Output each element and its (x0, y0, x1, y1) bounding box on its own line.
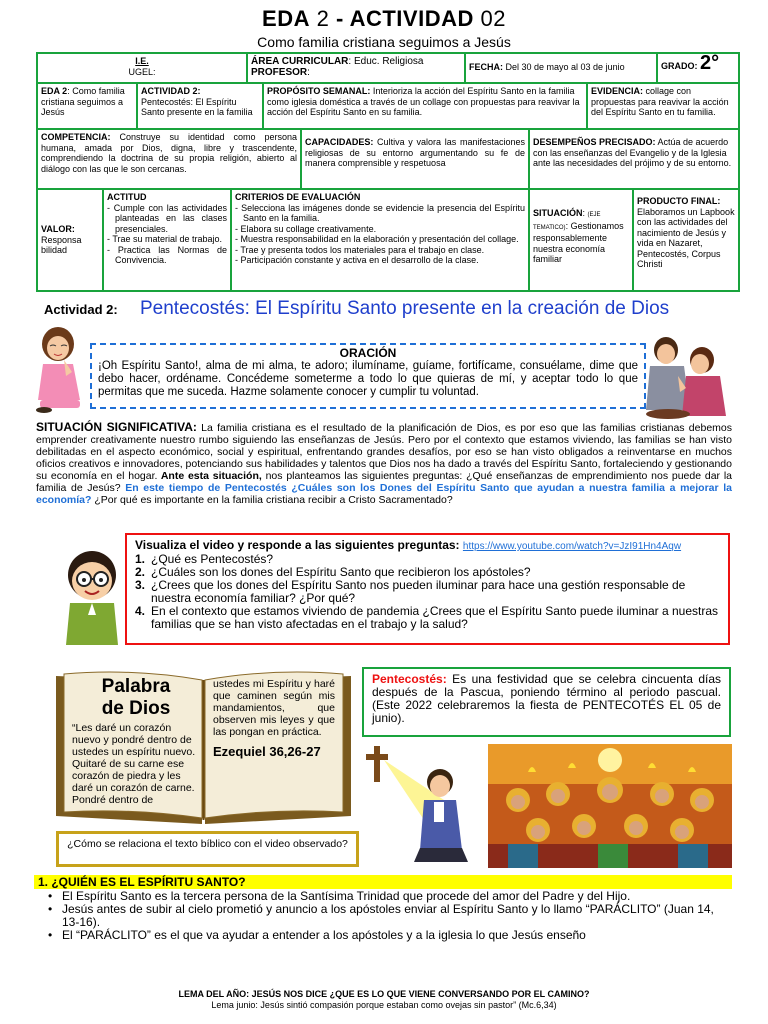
area-cell (246, 52, 466, 84)
producto-value: Elaboramos un Lapbook con las actividades del nacimiento de Jesús y vida en Nazaret, Pentecostés, Corpus Christi (637, 206, 735, 269)
bullet-item: • Jesús antes de subir al cielo prometió y anuncio a los apóstoles enviar al Espíritu Santo y lo llamo “PARÁCLITO” (Juan 14, 13-16). (48, 902, 714, 929)
video-question (135, 605, 720, 631)
fecha-cell (464, 52, 658, 84)
situacion-text-2: Ante esta situación, (157, 470, 262, 482)
title-eda-num: 2 (309, 6, 336, 31)
area-value: : Educ. Religiosa (348, 56, 424, 67)
boy-with-glasses-icon (58, 545, 130, 647)
desempenos-value: Actúa de acuerdo con las enseñanzas del Evangelio y de la Iglesia ante las necesidades del prójimo y de su entorno. (533, 137, 732, 168)
proposito-cell (262, 82, 588, 130)
title-actividad-num: 02 (473, 6, 506, 31)
situacion-label: SITUACIÓN (533, 208, 583, 218)
fecha-value: Del 30 de mayo al 03 de junio (503, 62, 625, 72)
actitud-label: ACTITUD (107, 192, 147, 202)
video-question (135, 579, 720, 605)
ie-cell (36, 52, 248, 84)
eda-cell (36, 82, 138, 130)
question-text: ¿Crees que los dones del Espíritu Santo nos pueden iluminar para hace una gestión responsable de nuestra economía familiar? ¿Por qué? (151, 578, 686, 605)
valor-value: Responsa bilidad (41, 234, 82, 255)
area-label: ÁREA CURRICULAR (251, 56, 349, 67)
actitud-item: - Practica las Normas de Convivencia. (107, 244, 227, 265)
evidencia-cell (586, 82, 740, 130)
pentecost-box (362, 667, 731, 737)
question-text: ¿Qué es Pentecostés? (151, 552, 274, 566)
valor-cell (36, 188, 104, 292)
bullet-text: El “PARÁCLITO” es el que va ayudar a entender a los apóstoles y a la iglesia lo que Jesús enseño (62, 928, 586, 942)
valor-label: VALOR: (41, 224, 75, 234)
competencia-cell (36, 128, 302, 190)
criterio-item: - Muestra responsabilidad en la elaboración y presentación del collage. (235, 234, 519, 244)
pentecost-text: Es una festividad que se celebra cincuenta días después de la Pascua, poniendo término al periodo pascual. (Este 2022 celebraremos la fiesta de PENTECOTÉS EL 05 de junio). (372, 672, 721, 725)
praying-girl-icon (28, 322, 98, 414)
criterio-item: - Trae y presenta todos los materiales para el trabajo en clase. (235, 244, 485, 255)
section-1-bullets (48, 890, 732, 942)
bible-text-left: “Les daré un corazón nuevo y pondré dentro de ustedes un espíritu nuevo. Quitaré de su carne ese corazón de piedra y les daré un corazón de carne. Pondré dentro de (72, 722, 196, 806)
capacidades-cell (300, 128, 530, 190)
question-number: 3. (135, 578, 146, 592)
video-questions-list (135, 553, 720, 631)
actitud-list (107, 203, 227, 266)
desempenos-label: DESEMPEÑOS PRECISADO: (533, 137, 656, 147)
question-number: 1. (135, 552, 146, 566)
footer-june-motto: Lema junio: Jesús sintió compasión porque estaban como ovejas sin pastor” (Mc.6,34) (211, 1000, 557, 1010)
footer-motto: LEMA DEL AÑO: JESÚS NOS DICE ¿QUE ES LO QUE VIENE CONVERSANDO POR EL CAMINO? (178, 989, 590, 999)
bullet-item: • El “PARÁCLITO” es el que va ayudar a entender a los apóstoles y a la iglesia lo que Jesús enseño (48, 928, 586, 942)
pentecost-label: Pentecostés: (372, 672, 447, 686)
bible-reference: Ezequiel 36,26-27 (213, 744, 321, 759)
bible-left-page (72, 676, 200, 824)
situacion-text-1: La familia cristiana es el resultado de la planificación de Dios, es por eso que las familias cristianas debemos emprender creativamente nuestro rumbo siguiendo las enseñanzas de Jesús. Pero por el contexto que estamos viviendo, las familias se han visto debilitadas en el aspecto económico, social y espiritual, enfrentando grandes desafíos, por eso se han visto obligados a reinventarse en muchos oficios creativos e innovadores, potenciando sus habilidades y talentos que Dios nos ha dado a través del Espíritu Santo, fortaleciendo y gestionando su economía en el hogar. (36, 422, 732, 482)
video-link[interactable]: https://www.youtube.com/watch?v=JzI91Hn4Aqw (462, 541, 682, 552)
question-number: 4. (135, 604, 146, 618)
criterio-item: - Elabora su collage creativamente. (235, 223, 377, 234)
situacion-text-5: ¿Por qué es importante en la familia cristiana recibir a Cristo Sacramentado? (91, 494, 453, 506)
producto-label: PRODUCTO FINAL: (637, 196, 721, 206)
actividad-value: Pentecostés: El Espíritu Santo presente en la familia (141, 96, 253, 117)
profesor-value: : (307, 67, 310, 78)
bible-right-page (213, 678, 335, 818)
bullet-item: • El Espíritu Santo es la tercera persona de la Santísima Trinidad que procede del amor del Padre y del Hijo. (48, 889, 631, 903)
eda-label: EDA 2 (41, 86, 68, 96)
question-text: En el contexto que estamos viviendo de pandemia ¿Crees que el Espíritu Santo puede iluminar a nuestras familias que se han visto afectadas en el trabajo y la salud? (151, 604, 718, 631)
desempenos-cell (528, 128, 740, 190)
bullet-text: El Espíritu Santo es la tercera persona de la Santísima Trinidad que procede del amor del Padre y del Hijo. (62, 889, 631, 903)
criterios-label: CRITERIOS DE EVALUACIÓN (235, 192, 361, 202)
de-dios-heading: de Dios (101, 698, 171, 719)
evidencia-value: collage con propuestas para reavivar la acción del Espíritu Santo en tu familia. (591, 86, 729, 117)
proposito-value: Interioriza la acción del Espíritu Santo en la familia como iglesia doméstica a través de un collage con propuestas para reavivar la acción del Espíritu Santo en su familia. (267, 86, 580, 117)
situacion-text-3: nos planteamos las siguientes preguntas: ¿Qué enseñanzas de emprendimiento nos puede dar la familia de Jesús? (36, 470, 733, 494)
ugel-label: UGEL: (128, 66, 156, 77)
profesor-label: PROFESOR (251, 67, 308, 78)
ie-label: I.E. (135, 56, 149, 66)
situacion-significativa-label: SITUACIÓN SIGNIFICATIVA: (36, 420, 197, 434)
evidencia-label: EVIDENCIA: (591, 86, 644, 96)
criterios-cell (230, 188, 530, 292)
title-actividad: - ACTIVIDAD (335, 6, 474, 31)
actividad-label: ACTIVIDAD 2: (141, 86, 201, 96)
praying-boy-icon (384, 760, 480, 868)
document-subtitle: Como familia cristiana seguimos a Jesús (257, 34, 511, 50)
grado-value: 2° (700, 52, 720, 74)
question-number: 2. (135, 565, 146, 579)
title-eda: EDA (262, 6, 310, 31)
activity-label: Actividad 2: (44, 302, 118, 317)
situacion-significativa (36, 421, 732, 506)
prayer-text: ¡Oh Espíritu Santo!, alma de mi alma, te adoro; ilumíname, guíame, fortifícame, consuélame, dime que debo hacer, ordéname. Concédeme someterme a todo lo que quieras de mí, y aceptar todo lo que permitas que me suceda. Hazme solamente conocer y cumplir tu voluntad. (98, 360, 638, 398)
proposito-label: PROPÓSITO SEMANAL: (267, 86, 371, 96)
question-text: ¿Cuáles son los dones del Espíritu Santo que recibieron los apóstoles? (151, 565, 531, 579)
actitud-cell (102, 188, 232, 292)
bullet-text: Jesús antes de subir al cielo prometió y anuncio a los apóstoles enviar al Espíritu Santo y lo llamo “PARÁCLITO” (Juan 14, 13-16). (62, 902, 714, 929)
situacion-small: (EJE TEMATICO) (533, 212, 601, 231)
palabra-heading: Palabra (101, 676, 171, 697)
criterio-item: - Participación constante y activa en el desarrollo de la clase. (235, 255, 479, 265)
fecha-label: FECHA: (469, 62, 503, 72)
situacion-cell: SITUACIÓN: (EJE TEMATICO): Gestionamos responsablemente nuestra economía familiar (528, 188, 634, 292)
actividad-cell (136, 82, 264, 130)
grado-cell (656, 52, 740, 84)
producto-cell (632, 188, 740, 292)
pentecost-painting-icon (488, 744, 732, 868)
capacidades-label: CAPACIDADES: (305, 137, 374, 147)
video-title: Visualiza el video y responde a las siguientes preguntas: (135, 538, 460, 552)
criterios-list (235, 203, 525, 266)
bible-question-box: ¿Cómo se relaciona el texto bíblico con el video observado? (56, 831, 359, 867)
situacion-text-4: En este tiempo de Pentecostés ¿Cuáles son los Dones del Espíritu Santo que ayudan a nuestra familia a mejorar la economía? (36, 482, 732, 506)
footer (0, 989, 768, 1011)
prayer-title: ORACIÓN (339, 346, 397, 360)
praying-couple-icon (628, 330, 730, 422)
bible-text-right: ustedes mi Espíritu y haré que caminen según mis mandamientos, que observen mis leyes y que las pongan en práctica. (213, 678, 335, 738)
capacidades-value: Cultiva y valora las manifestaciones religiosas de su entorno argumentando su fe de manera comprensible y respetuosa (305, 137, 525, 168)
actitud-item: - Trae su material de trabajo. (107, 234, 223, 244)
video-questions-box (125, 533, 730, 645)
prayer-box (90, 343, 646, 409)
activity-title: Pentecostés: El Espíritu Santo presente en la creación de Dios (140, 298, 670, 319)
competencia-value: Construye su identidad como persona humana, amada por Dios, digna, libre y trascendente, comprendiendo la doctrina de su propia religión, abierto al diálogo con las que le son cercanas. (41, 132, 297, 174)
document-title (0, 6, 768, 32)
competencia-label: COMPETENCIA: (41, 132, 111, 142)
eda-value: : Como familia cristiana seguimos a Jesús (41, 86, 125, 117)
grado-label: GRADO: (661, 61, 698, 71)
actitud-item: - Cumple con las actividades planteadas en las clases presenciales. (107, 202, 227, 234)
situacion-value: : Gestionamos responsablemente nuestra economía familiar (533, 220, 624, 264)
section-1-heading: 1. ¿QUIÉN ES EL ESPÍRITU SANTO? (34, 875, 732, 889)
criterio-item: - Selecciona las imágenes donde se evidencie la presencia del Espíritu Santo en la familia. (235, 202, 525, 223)
